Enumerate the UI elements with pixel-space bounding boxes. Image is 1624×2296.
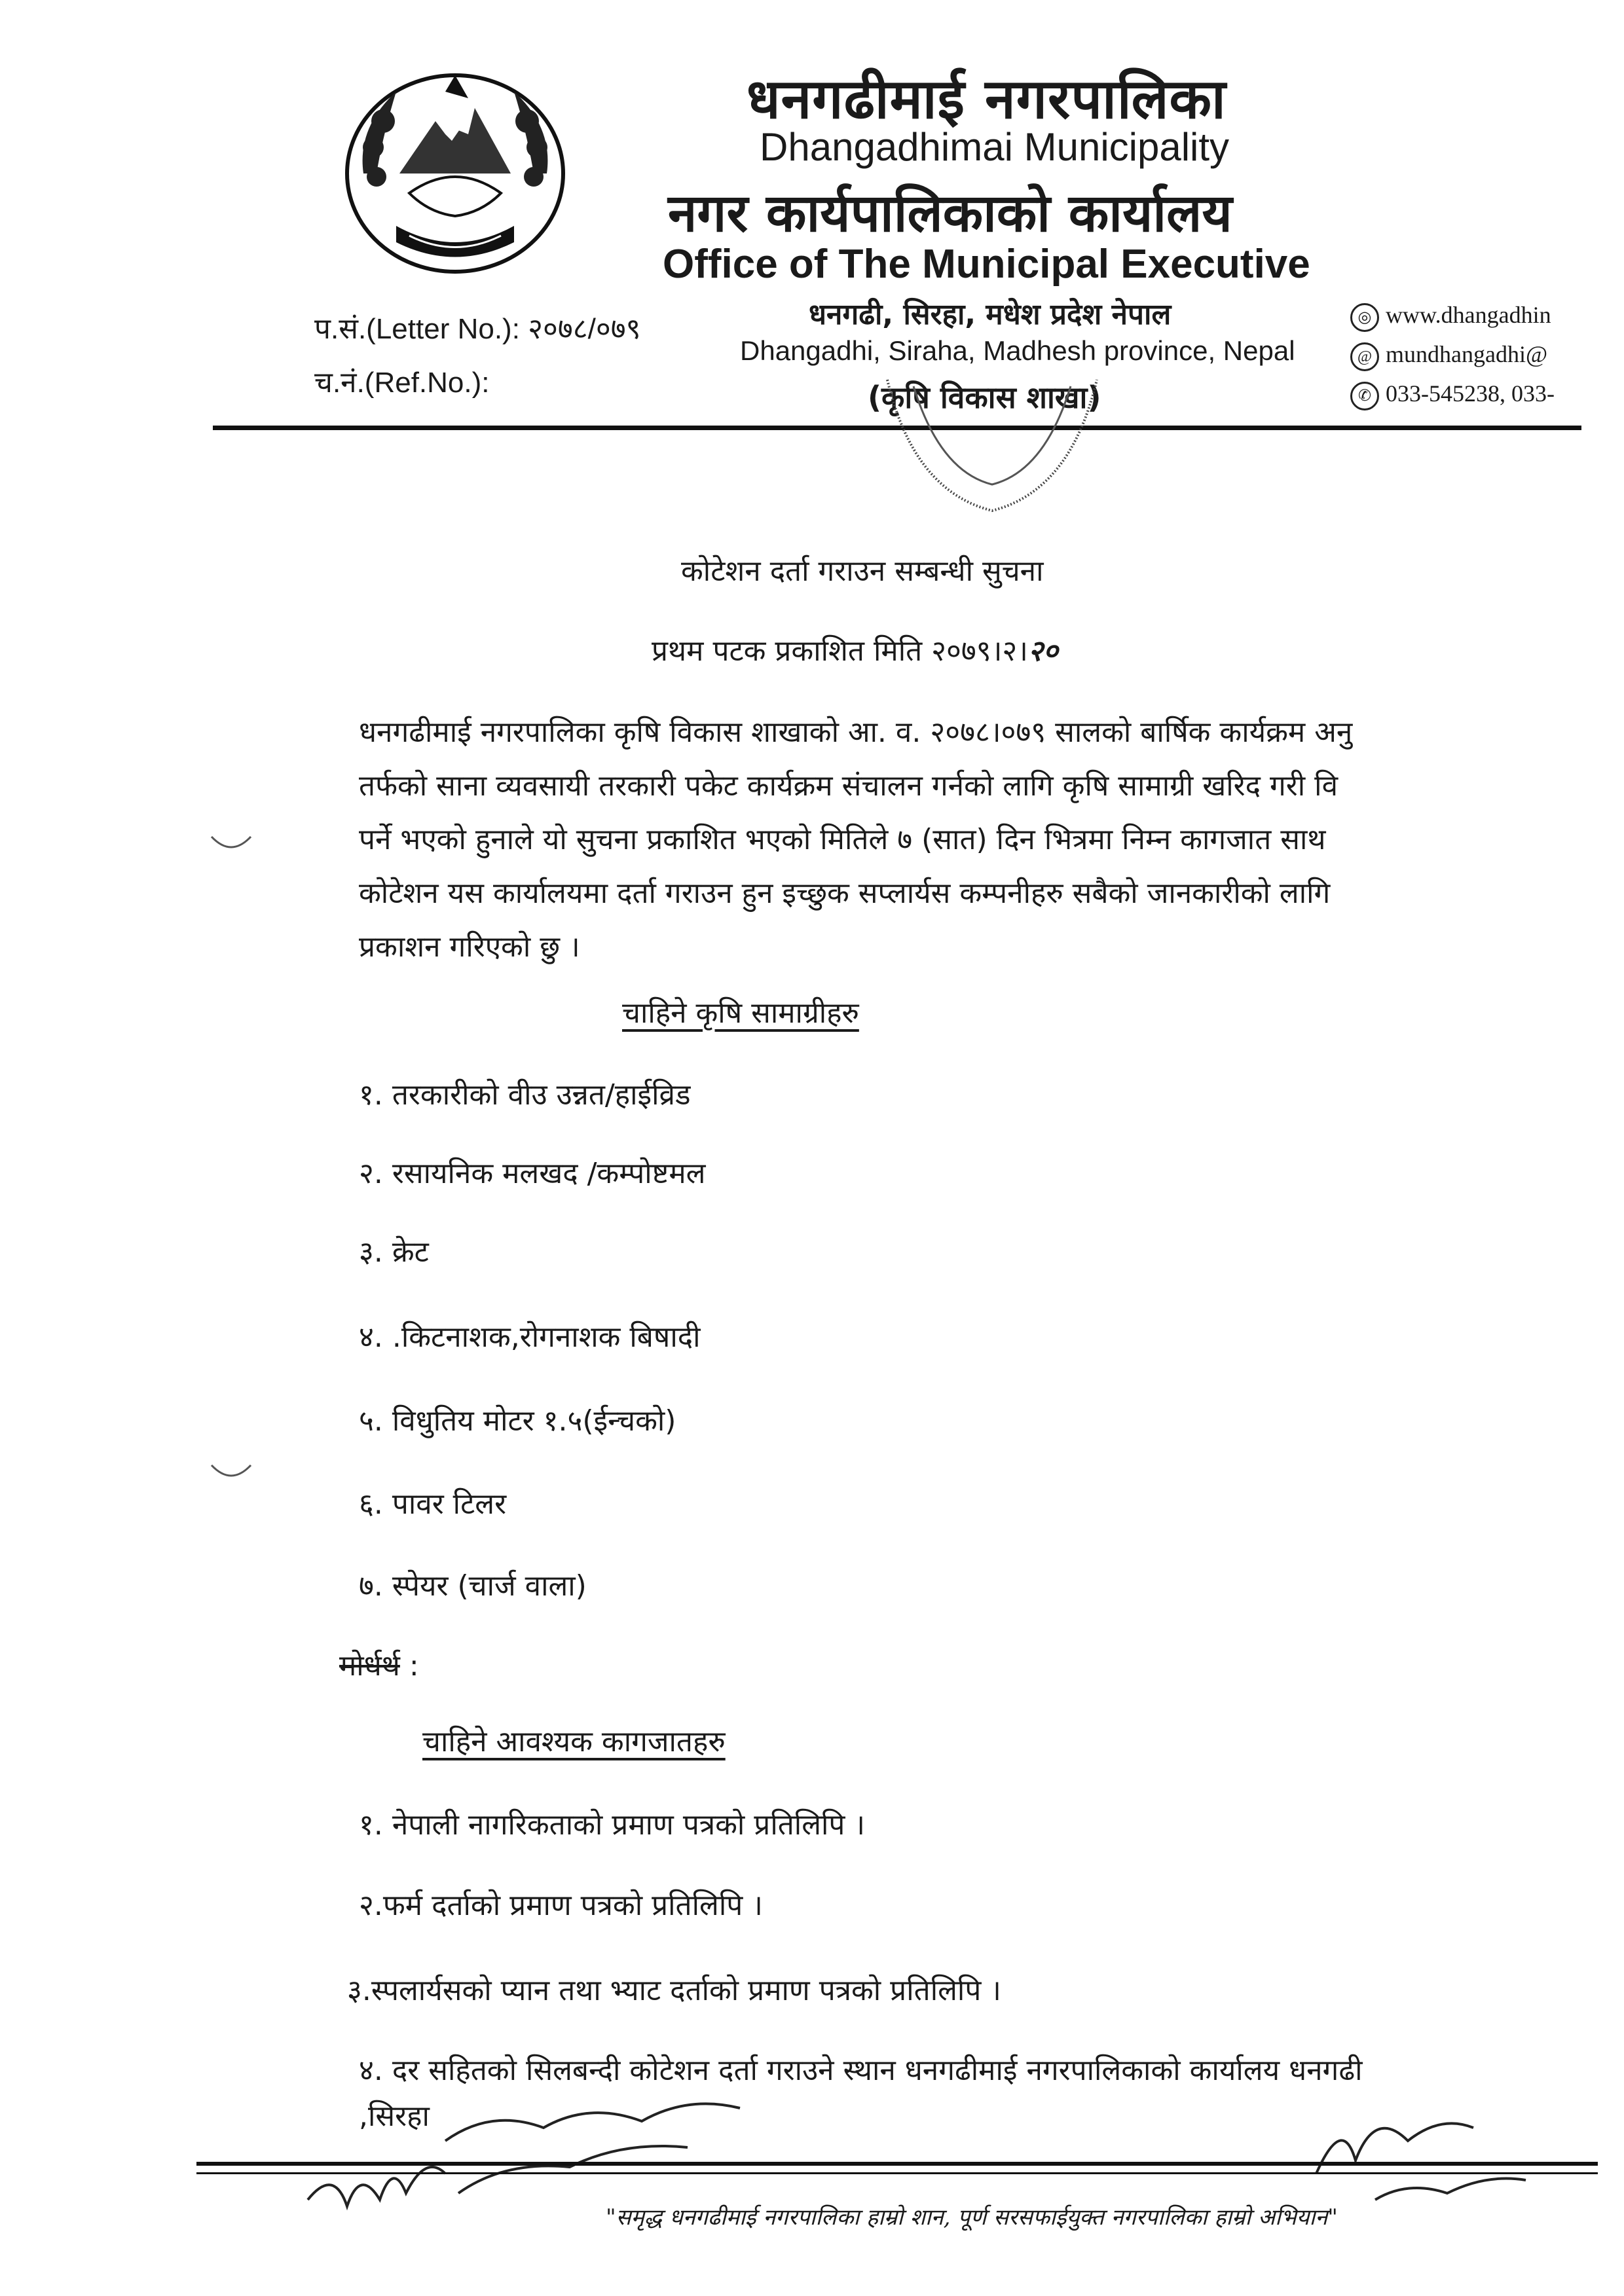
material-item: ४. .किटनाशक,रोगनाशक बिषादी xyxy=(359,1321,701,1354)
letter-number: प.सं.(Letter No.): २०७८/०७९ xyxy=(314,313,641,345)
notice-title: कोटेशन दर्ता गराउन सम्बन्धी सुचना xyxy=(681,555,1044,588)
material-item: २. रसायनिक मलखद /कम्पोष्टमल xyxy=(359,1157,706,1190)
office-name-english: Office of The Municipal Executive xyxy=(663,242,1310,287)
margin-mark xyxy=(208,831,254,858)
note-label xyxy=(339,1645,419,1684)
phone-icon: ✆ xyxy=(1350,382,1379,410)
document-item: २.फर्म दर्ताको प्रमाण पत्रको प्रतिलिपि । xyxy=(359,1889,763,1922)
email-text: mundhangadhi@ xyxy=(1386,341,1548,367)
office-name-nepali: नगर कार्यपालिकाको कार्यालय xyxy=(668,183,1232,244)
nepal-emblem-icon xyxy=(337,62,573,278)
office-seal-stamp xyxy=(874,360,1110,524)
documents-heading: चाहिने आवश्यक कागजातहरु xyxy=(422,1725,726,1758)
document-item: १. नेपाली नागरिकताको प्रमाण पत्रको प्रतिलिपि । xyxy=(359,1808,866,1842)
materials-heading: चाहिने कृषि सामाग्रीहरु xyxy=(622,996,859,1030)
material-item: ५. विधुतिय मोटर १.५(ईन्चको) xyxy=(359,1404,676,1438)
document-item: ३.स्पलार्यसको प्यान तथा भ्याट दर्ताको प्रमाण पत्रको प्रतिलिपि । xyxy=(347,1974,1001,2007)
material-item: ७. स्पेयर (चार्ज वाला) xyxy=(359,1569,587,1603)
document-item: ४. दर सहितको सिलबन्दी कोटेशन दर्ता गराउने स्थान धनगढीमाई नगरपालिकाको कार्यालय धनगढी xyxy=(359,2054,1363,2087)
org-name-nepali: धनगढीमाई नगरपालिका xyxy=(747,67,1227,131)
body-line: कोटेशन यस कार्यालयमा दर्ता गराउन हुन इच्छुक सप्लार्यस कम्पनीहरु सबैको जानकारीको लागि xyxy=(359,877,1331,910)
material-item: १. तरकारीको वीउ उन्नत/हाईव्रिड xyxy=(359,1078,691,1112)
website-text: www.dhangadhin xyxy=(1386,302,1551,328)
org-name-english: Dhangadhimai Municipality xyxy=(760,125,1230,169)
body-line: तर्फको साना व्यवसायी तरकारी पकेट कार्यक्रम संचालन गर्नको लागि कृषि सामाग्री खरिद गरी वि xyxy=(359,769,1338,803)
published-label: प्रथम पटक प्रकाशित मिति २०७९।२। xyxy=(652,634,1028,668)
reference-number: च.नं.(Ref.No.): xyxy=(314,367,490,399)
contact-email xyxy=(1350,340,1547,371)
address-english: Dhangadhi, Siraha, Madhesh province, Nepal xyxy=(740,335,1295,366)
handwritten-day: २० xyxy=(1027,634,1058,668)
footer-divider-thin xyxy=(196,2172,1598,2174)
body-line: पर्ने भएको हुनाले यो सुचना प्रकाशित भएको मितिले ७ (सात) दिन भित्रमा निम्न कागजात साथ xyxy=(359,823,1326,856)
material-item: ३. क्रेट xyxy=(359,1235,429,1269)
body-line: धनगढीमाई नगरपालिका कृषि विकास शाखाको आ. व. २०७८।०७९ सालको बार्षिक कार्यक्रम अनु xyxy=(359,716,1353,749)
notice-body xyxy=(359,706,1603,974)
published-date xyxy=(652,630,1058,669)
footer-divider xyxy=(196,2162,1598,2166)
body-line: प्रकाशन गरिएको छु । xyxy=(359,930,580,964)
globe-icon: ◎ xyxy=(1350,303,1379,332)
contact-phone xyxy=(1350,380,1555,410)
handwritten-signatures xyxy=(295,2069,1539,2296)
address-nepali: धनगढी, सिरहा, मधेश प्रदेश नेपाल xyxy=(809,298,1172,331)
struck-word: मोर्धर्थ xyxy=(339,1649,400,1683)
note-suffix: : xyxy=(399,1649,419,1683)
branch-name: (कृषि विकास शाखा) xyxy=(868,380,1101,415)
email-icon: @ xyxy=(1350,342,1379,371)
material-item: ६. पावर टिलर xyxy=(359,1487,507,1521)
phone-text: 033-545238, 033- xyxy=(1386,380,1555,407)
document-item: ,सिरहा xyxy=(359,2100,430,2133)
margin-mark xyxy=(208,1460,254,1486)
footer-motto: "समृद्ध धनगढीमाई नगरपालिका हाम्रो शान, पूर्ण सरसफाईयुक्त नगरपालिका हाम्रो अभियान" xyxy=(606,2204,1338,2231)
contact-website xyxy=(1350,301,1551,332)
